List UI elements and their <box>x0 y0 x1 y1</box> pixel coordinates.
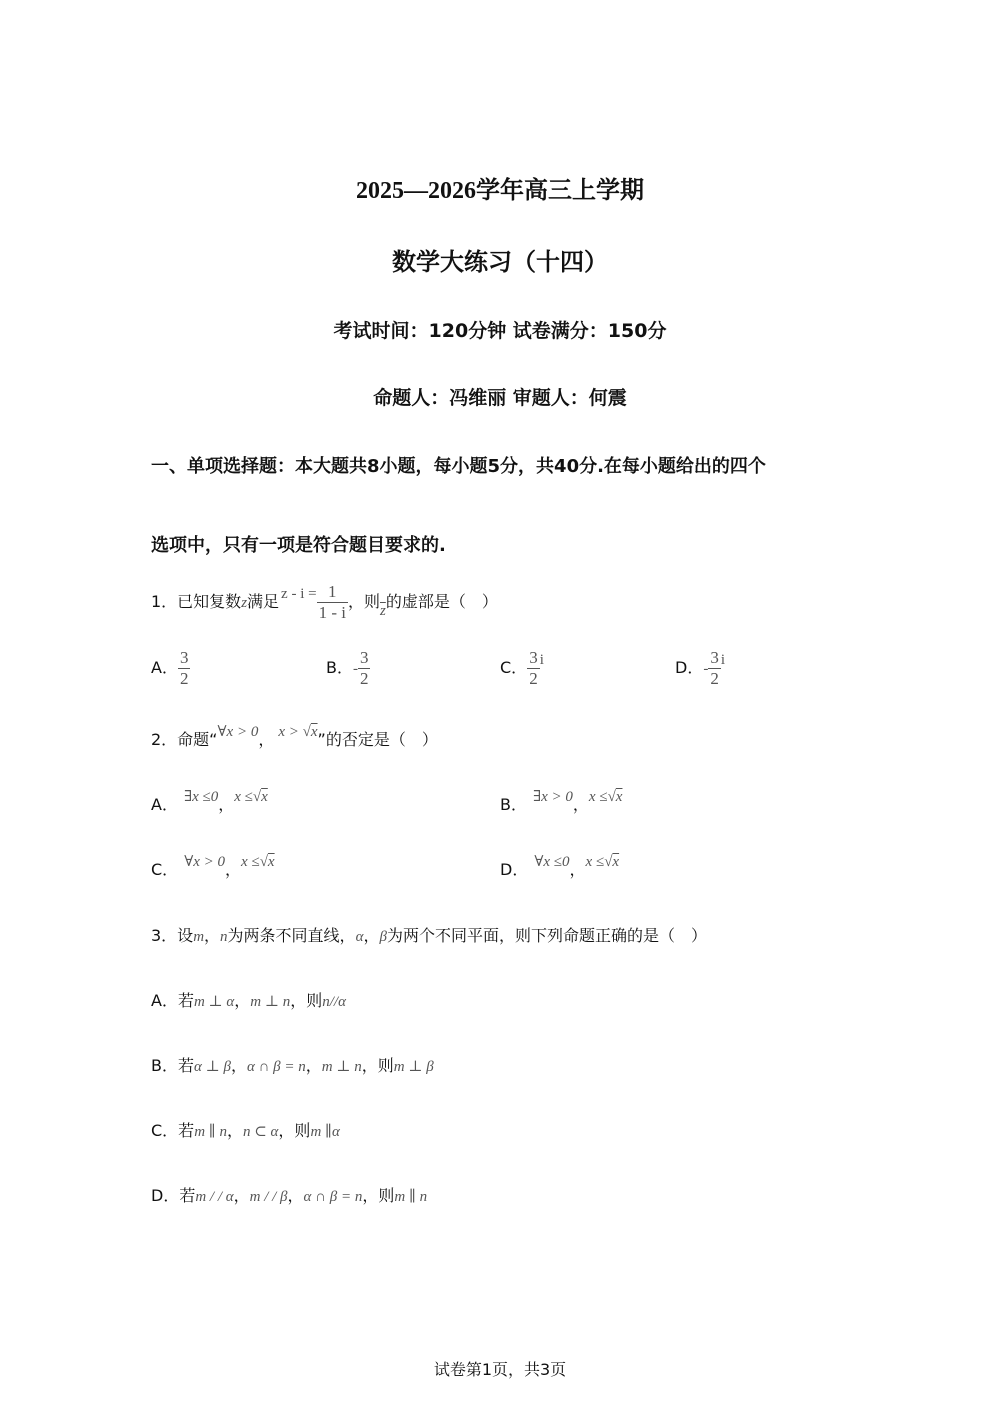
q2-option-c-rel: x ≤√x <box>241 854 275 870</box>
q1-option-d-suffix: i <box>720 652 725 668</box>
q2-option-c-rel-radicand: x <box>267 854 275 870</box>
q1-option-d-num: 3 <box>710 648 719 667</box>
exam-info: 考试时间：120分钟 试卷满分：150分 <box>333 320 667 342</box>
q3-option-b-cond-2: α ∩ β = n <box>246 1059 306 1075</box>
q3-option-d-cond-1: m / / α <box>195 1189 234 1205</box>
q2-option-a-rel-radicand: x <box>261 789 268 805</box>
q3-text-2: 为两个不同平面，则下列命题正确的是（ ） <box>386 926 707 945</box>
q1-option-a-label: A． <box>151 658 178 677</box>
q2-option-a-rel-lhs: x ≤ <box>234 789 253 805</box>
q1-option-a-den: 2 <box>179 669 189 688</box>
q1-frac-num: 1 <box>328 582 337 601</box>
q3-option-a-result: n//α <box>322 994 346 1010</box>
q1-option-c-suffix: i <box>539 652 544 668</box>
q1-option-d-frac <box>708 648 721 689</box>
q1-prefix: 1．已知复数 <box>151 592 242 611</box>
question-1 <box>151 582 498 632</box>
q3-option-d-then: ，则 <box>362 1186 395 1205</box>
q2-option-c-label: C． <box>151 860 179 879</box>
q1-option-a <box>151 648 190 689</box>
q2-option-d-quant: ∀x ≤0 <box>534 854 570 870</box>
q3-alpha: α <box>355 929 364 945</box>
q3-option-d-cond-2: m / / β <box>249 1189 288 1205</box>
q1-option-d-label: D． <box>675 658 704 677</box>
q2-option-a-label: A． <box>151 795 178 814</box>
q1-option-a-frac <box>178 648 191 689</box>
q1-var-z: z <box>241 595 248 611</box>
q2-option-d-rel-radicand: x <box>612 854 620 870</box>
q1-mid: 满足 <box>247 592 280 611</box>
q1-option-b-num: 3 <box>359 648 369 667</box>
q1-option-a-num: 3 <box>179 648 189 667</box>
q3-option-c-cond-1: m ∥ n <box>194 1124 227 1140</box>
q3-m: m <box>193 929 205 945</box>
q2-option-c-rel-lhs: x ≤ <box>241 854 260 870</box>
q1-option-b <box>326 648 370 689</box>
q2-option-a-quant: ∃x ≤0 <box>183 789 219 805</box>
q1-option-c-label: C． <box>500 658 528 677</box>
q3-option-d-label: D．若 <box>151 1186 196 1205</box>
q2-option-b-rel-radicand: x <box>615 789 623 805</box>
q3-option-b-cond-1: α ⊥ β <box>193 1059 231 1075</box>
exam-authors: 命题人：冯维丽 审题人：何震 <box>373 387 627 409</box>
exam-subtitle: 数学大练习（十四） <box>392 248 608 276</box>
q1-tail: 的虚部是（ ） <box>385 592 498 611</box>
question-3 <box>151 923 707 946</box>
q3-option-c-label: C．若 <box>151 1121 195 1140</box>
q3-text-1: 为两条不同直线， <box>227 926 356 945</box>
q3-prefix: 3．设 <box>151 926 194 945</box>
q3-beta: β <box>379 929 387 945</box>
q1-fraction <box>317 582 348 623</box>
q2-option-b-rel-lhs: x ≤ <box>588 789 608 805</box>
q2-option-c-quant: ∀x > 0 <box>184 854 226 870</box>
q2-part2-lhs: x > <box>278 724 303 740</box>
q3-option-a-cond-2: m ⊥ n <box>250 994 291 1010</box>
section-heading-line1: 一、单项选择题：本大题共8小题，每小题5分，共40分.在每小题给出的四个 <box>151 456 766 477</box>
q2-part1: ∀x > 0 <box>217 724 259 740</box>
q2-option-c: C． ∀x > 0，x ≤√x <box>151 854 275 879</box>
q1-option-c-frac <box>527 648 540 689</box>
q1-option-c-den: 2 <box>529 669 538 688</box>
q1-zbar: $\overline{z}$ <box>379 603 386 619</box>
q3-option-a-cond-1: m ⊥ α <box>193 994 235 1010</box>
page-footer: 试卷第1页，共3页 <box>433 1360 567 1379</box>
q1-option-d-sign: - <box>703 661 709 677</box>
q3-option-c: C．若m ∥ n，n ⊂ α，则m ∥α <box>151 1121 340 1140</box>
q2-part2: x > √x <box>278 724 318 740</box>
q1-frac-den: 1 - i <box>318 603 346 622</box>
q1-option-b-frac <box>358 648 371 689</box>
q3-option-c-cond-2: n ⊂ α <box>242 1124 279 1140</box>
q3-option-c-result: m ∥α <box>310 1124 340 1140</box>
section-heading-line2: 选项中，只有一项是符合题目要求的. <box>151 535 446 556</box>
q3-sep-2: ， <box>363 926 380 945</box>
q2-option-d: D． ∀x ≤0，x ≤√x <box>500 854 620 879</box>
q3-option-b-cond-3: m ⊥ n <box>321 1059 362 1075</box>
q2-comma: ， <box>258 730 275 749</box>
q2-option-d-rel: x ≤√x <box>585 854 620 870</box>
exam-title: 2025—2026学年高三上学期 <box>356 178 644 204</box>
q2-option-a-rel: x ≤√x <box>234 789 268 805</box>
q1-option-c-num: 3 <box>529 648 538 667</box>
q3-option-a: A．若m ⊥ α，m ⊥ n，则n//α <box>151 991 346 1010</box>
q1-lhs: z - i = <box>281 586 317 602</box>
q3-option-b-label: B．若 <box>151 1056 194 1075</box>
q1-option-b-sign: - <box>352 661 358 677</box>
q1-option-b-den: 2 <box>359 669 369 688</box>
q1-option-d <box>675 648 725 689</box>
q3-option-a-then: ，则 <box>290 991 323 1010</box>
q2-part2-radicand: x <box>310 724 318 740</box>
q2-option-a: A． ∃x ≤0，x ≤√x <box>151 789 268 814</box>
q3-option-d-cond-3: α ∩ β = n <box>303 1189 363 1205</box>
q2-option-b: B． ∃x > 0，x ≤√x <box>500 789 623 814</box>
q3-option-a-label: A．若 <box>151 991 194 1010</box>
q3-option-b-result: m ⊥ β <box>393 1059 434 1075</box>
q2-prefix: 2．命题“ <box>151 730 218 749</box>
q3-option-b: B．若α ⊥ β，α ∩ β = n，m ⊥ n，则m ⊥ β <box>151 1056 434 1075</box>
q2-option-d-rel-lhs: x ≤ <box>585 854 605 870</box>
q2-option-b-quant: ∃x > 0 <box>532 789 573 805</box>
q3-n: n <box>220 929 228 945</box>
q2-option-d-label: D． <box>500 860 529 879</box>
q3-sep-1: ， <box>204 926 221 945</box>
q1-then: ，则 <box>347 592 380 611</box>
q3-option-d: D．若m / / α，m / / β，α ∩ β = n，则m ∥ n <box>151 1186 428 1205</box>
q1-option-b-label: B． <box>326 658 353 677</box>
q3-option-c-then: ，则 <box>278 1121 311 1140</box>
q3-option-b-then: ，则 <box>361 1056 394 1075</box>
q2-option-b-rel: x ≤√x <box>588 789 623 805</box>
q2-option-b-label: B． <box>500 795 527 814</box>
q2-tail: ”的否定是（ ） <box>317 730 438 749</box>
q3-option-d-result: m ∥ n <box>394 1189 428 1205</box>
q1-option-d-den: 2 <box>710 669 719 688</box>
q1-option-c <box>500 648 544 689</box>
question-2 <box>151 724 438 750</box>
